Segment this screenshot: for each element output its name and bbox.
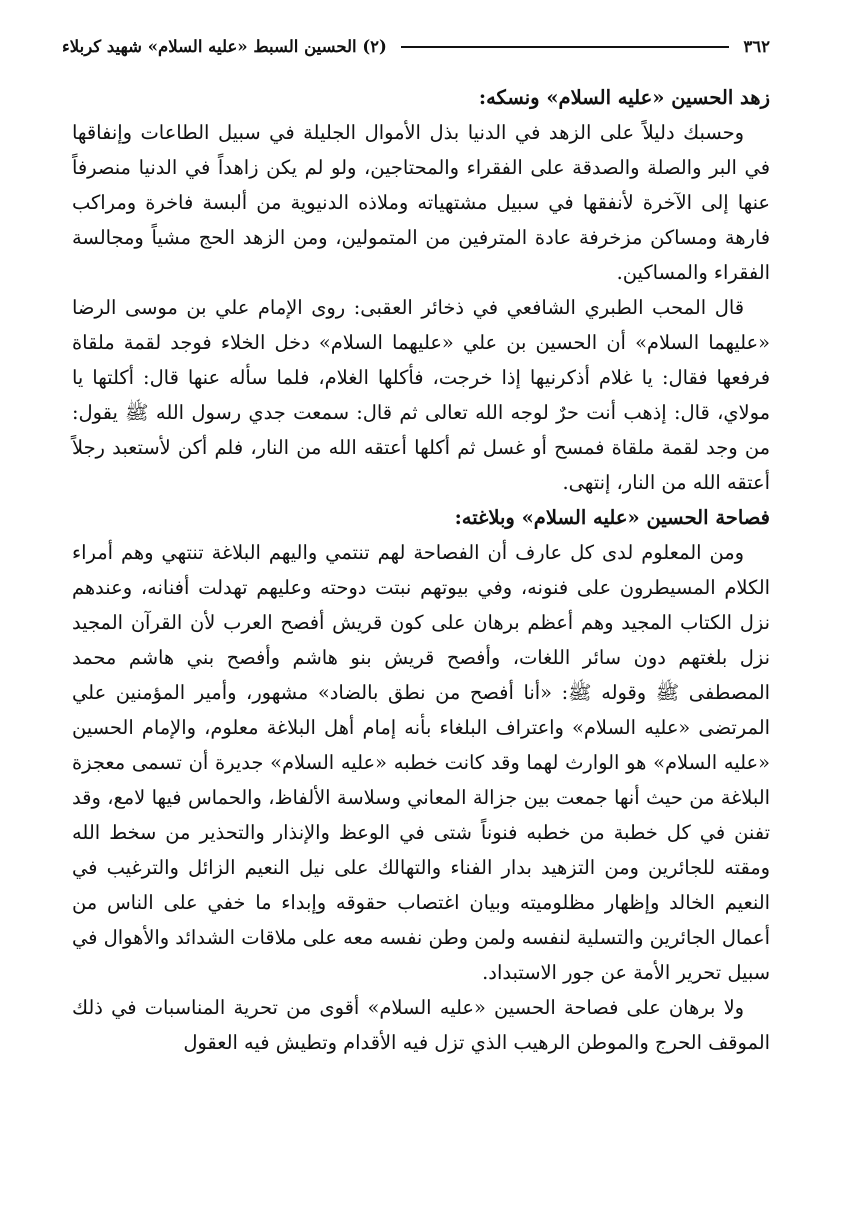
page-body <box>72 80 770 1060</box>
running-title: (٢) الحسين السبط «عليه السلام» شهيد كربلاء <box>62 36 387 56</box>
page-header <box>62 28 770 64</box>
header-rule <box>401 46 730 48</box>
page-number: ٣٦٢ <box>743 36 770 56</box>
section-heading-eloquence: فصاحة الحسين «عليه السلام» وبلاغته: <box>454 506 770 529</box>
section-heading-asceticism: زهد الحسين «عليه السلام» ونسكه: <box>478 86 770 109</box>
paragraph-asceticism-2: قال المحب الطبري الشافعي في ذخائر العقبى: روى الإمام علي بن موسى الرضا «عليهما السلام» أن الحسين بن علي «عليهما السلام» دخل الخلاء فوجد لقمة ملقاة فرفعها فقال: يا غلام أذكرنيها إذا خرجت، فأكلها الغلام، فلما سأله عنها قال: أكلتها يا مولاي، قال: إذهب أنت حرٌ لوجه الله تعالى ثم قال: سمعت جدي رسول الله ﷺ يقول: من وجد لقمة ملقاة فمسح أو غسل ثم أكلها أعتقه الله من النار، فلم أكن لأستعبد رجلاً أعتقه الله من النار، إنتهى. <box>72 296 770 494</box>
paragraph-asceticism-1: وحسبك دليلاً على الزهد في الدنيا بذل الأموال الجليلة في سبيل الطاعات وإنفاقها في البر والصلة والصدقة على الفقراء والمحتاجين، ولو لم يكن زاهداً في الدنيا منصرفاً عنها إلى الآخرة لأنفقها في سبيل مشتهياته وملاذه الدنيوية من ألبسة فاخرة ومراكب فارهة ومساكن مزخرفة عادة المترفين من المتمولين، ومن الزهد الحج مشياً ومجالسة الفقراء والمساكين. <box>72 121 770 284</box>
paragraph-eloquence-2: ولا برهان على فصاحة الحسين «عليه السلام» أقوى من تحرية المناسبات في ذلك الموقف الحرج والموطن الرهيب الذي تزل فيه الأقدام وتطيش فيه العقول <box>72 996 770 1054</box>
paragraph-eloquence-1: ومن المعلوم لدى كل عارف أن الفصاحة لهم تنتمي واليهم البلاغة تنتهي وهم أمراء الكلام المسيطرون على فنونه، وفي بيوتهم نبتت دوحته وعليهم تهدلت أفنانه، وعندهم نزل الكتاب المجيد وهم أعظم برهان على كون قريش أفصح العرب لأن القرآن المجيد نزل بلغتهم دون سائر اللغات، وأفصح قريش بنو هاشم وأفصح بني هاشم محمد المصطفى ﷺ وقوله ﷺ: «أنا أفصح من نطق بالضاد» مشهور، وأمير المؤمنين علي المرتضى «عليه السلام» واعتراف البلغاء بأنه إمام أهل البلاغة معلوم، والإمام الحسين «عليه السلام» هو الوارث لهما وقد كانت خطبه «عليه السلام» جديرة أن تسمى معجزة البلاغة من حيث أنها جمعت بين جزالة المعاني وسلاسة الألفاظ، والحماس فيها لامع، وقد تفنن في كل خطبة من خطبه فنوناً شتى في الوعظ والإنذار والتحذير من سخط الله ومقته للجائرين ومن التزهيد بدار الفناء والتهالك على نيل النعيم الزائل والترغيب في النعيم الخالد وإظهار مظلوميته وبيان اغتصاب حقوقه وإبداء ما خفي على الناس من أعمال الجائرين والتسلية لنفسه ولمن وطن نفسه معه على ملاقات الشدائد والأهوال في سبيل تحرير الأمة عن جور الاستبداد. <box>72 541 770 984</box>
